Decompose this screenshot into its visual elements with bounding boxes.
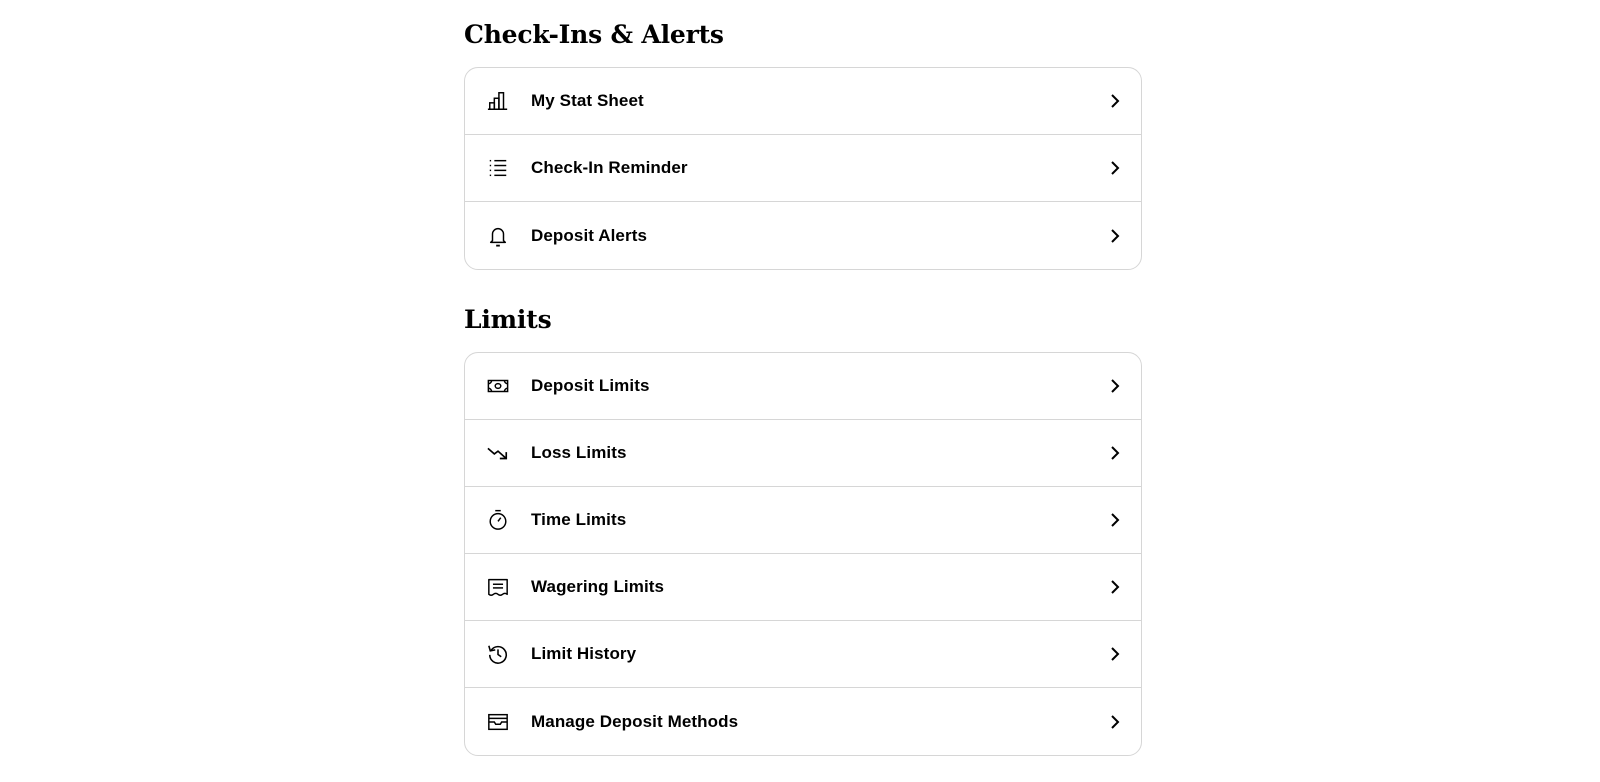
- menu-item-label: Limit History: [531, 644, 637, 663]
- menu-item-label: Loss Limits: [531, 443, 627, 462]
- menu-item-wagering-limits[interactable]: [465, 554, 1141, 621]
- chevron-right-icon: [1107, 579, 1123, 595]
- section-title-limits: Limits: [464, 305, 552, 334]
- history-icon: [487, 643, 509, 665]
- chevron-right-icon: [1107, 228, 1123, 244]
- section-title-checkins-alerts: Check-Ins & Alerts: [464, 20, 724, 49]
- menu-item-loss-limits[interactable]: [465, 420, 1141, 487]
- menu-item-label: Time Limits: [531, 510, 627, 529]
- menu-item-check-in-reminder[interactable]: [465, 135, 1141, 202]
- checkins-alerts-card: [464, 67, 1142, 270]
- chevron-right-icon: [1107, 714, 1123, 730]
- menu-item-label: Deposit Alerts: [531, 225, 648, 245]
- menu-item-limit-history[interactable]: [465, 621, 1141, 688]
- chevron-right-icon: [1107, 93, 1123, 109]
- wallet-icon: [487, 711, 509, 733]
- menu-item-label: Check-In Reminder: [531, 158, 688, 177]
- menu-item-label: Deposit Limits: [531, 376, 650, 395]
- banknote-icon: [487, 375, 509, 397]
- menu-item-deposit-limits[interactable]: [465, 353, 1141, 420]
- list-icon: [487, 157, 509, 179]
- chevron-right-icon: [1107, 378, 1123, 394]
- chevron-right-icon: [1107, 512, 1123, 528]
- bar-chart-icon: [487, 90, 509, 112]
- menu-item-my-stat-sheet[interactable]: [465, 68, 1141, 135]
- menu-item-time-limits[interactable]: [465, 487, 1141, 554]
- chevron-right-icon: [1107, 160, 1123, 176]
- limits-card: [464, 352, 1142, 756]
- trending-down-icon: [487, 442, 509, 464]
- menu-item-manage-deposit-methods[interactable]: [465, 688, 1141, 755]
- stopwatch-icon: [487, 509, 509, 531]
- menu-item-deposit-alerts[interactable]: [465, 202, 1141, 269]
- menu-item-label: Wagering Limits: [531, 577, 665, 596]
- receipt-icon: [487, 576, 509, 598]
- chevron-right-icon: [1107, 445, 1123, 461]
- bell-icon: [487, 225, 509, 247]
- menu-item-label: My Stat Sheet: [531, 91, 644, 110]
- menu-item-label: Manage Deposit Methods: [531, 711, 739, 731]
- chevron-right-icon: [1107, 646, 1123, 662]
